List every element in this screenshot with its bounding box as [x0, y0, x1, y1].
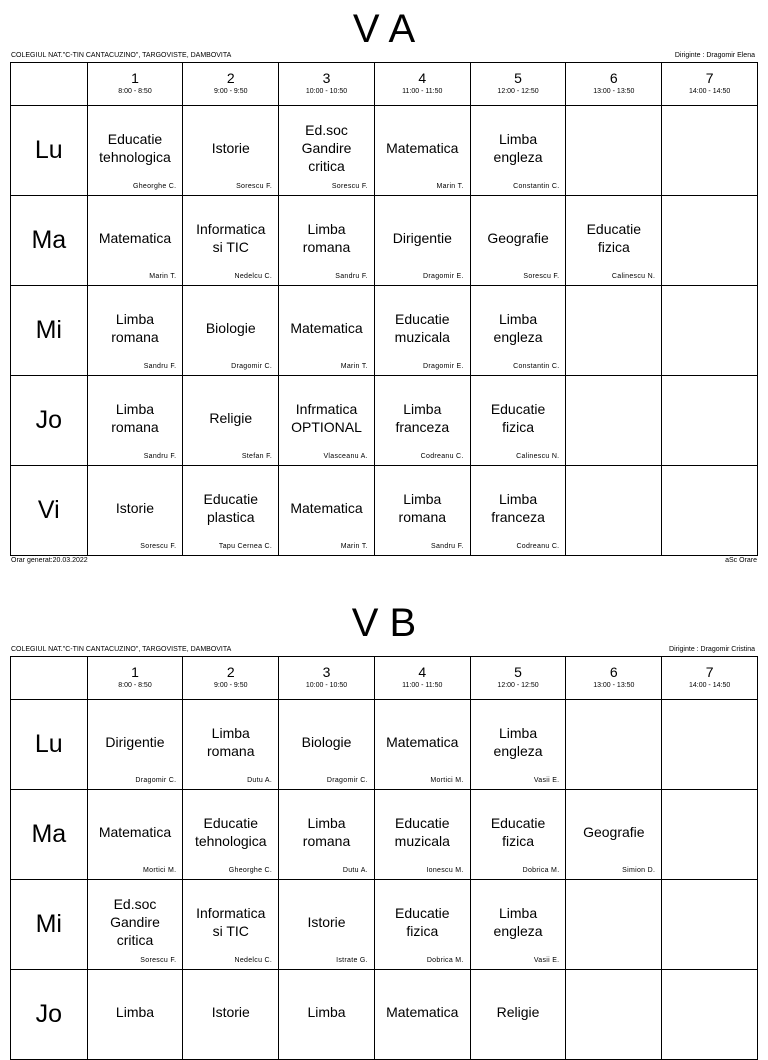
period-header — [87, 63, 183, 106]
period-time: 12:00 - 12:50 — [497, 88, 539, 95]
teacher-name: Mortici M. — [430, 777, 464, 784]
lesson-cell — [374, 286, 470, 376]
period-time: 14:00 - 14:50 — [688, 682, 731, 689]
teacher-name: Sorescu F. — [523, 273, 560, 280]
teacher-name: Dragomir C. — [231, 363, 273, 370]
lesson-cell — [183, 466, 279, 556]
subject-name: Limba romana — [302, 814, 351, 849]
lesson-cell — [662, 466, 758, 556]
period-header — [183, 63, 279, 106]
lesson-cell — [87, 466, 183, 556]
teacher-name: Dragomir C. — [326, 777, 368, 784]
teacher-name: Mortici M. — [143, 867, 177, 874]
period-number: 7 — [705, 664, 714, 680]
schedule-grid — [10, 62, 758, 556]
day-label: Jo — [11, 376, 88, 466]
teacher-name: Calinescu N. — [611, 273, 656, 280]
subject-name: Geografie — [487, 229, 549, 246]
teacher-name: Marin T. — [340, 363, 368, 370]
day-row — [11, 790, 758, 880]
lesson-cell — [470, 106, 566, 196]
period-number: 1 — [131, 70, 139, 86]
lesson-cell — [279, 466, 375, 556]
subject-name: Informatica si TIC — [196, 904, 266, 939]
lesson-cell — [470, 196, 566, 286]
lesson-cell — [183, 790, 279, 880]
period-number: 6 — [609, 70, 618, 86]
teacher-name: Nedelcu C. — [234, 273, 273, 280]
teacher-name: Sorescu F. — [331, 183, 368, 190]
period-time: 9:00 - 9:50 — [214, 682, 248, 689]
lesson-cell — [279, 286, 375, 376]
period-time: 11:00 - 11:50 — [402, 88, 443, 95]
subject-name: Matematica — [98, 229, 172, 246]
lesson-cell — [566, 376, 662, 466]
subject-name: Matematica — [98, 823, 172, 840]
subject-name: Limba — [307, 1003, 346, 1020]
timetable-header — [10, 644, 758, 656]
teacher-name: Dragomir E. — [423, 363, 464, 370]
teacher-name: Calinescu N. — [516, 453, 560, 460]
subject-name: Limba engleza — [493, 130, 543, 165]
day-label: Mi — [11, 286, 88, 376]
subject-name: Limba — [115, 1003, 155, 1020]
lesson-cell — [374, 790, 470, 880]
lesson-cell — [662, 196, 758, 286]
lesson-cell — [566, 466, 662, 556]
lesson-cell — [566, 880, 662, 970]
lesson-cell — [87, 286, 183, 376]
teacher-name: Simion D. — [622, 867, 656, 874]
subject-name: Educatie fizica — [490, 400, 546, 435]
lesson-cell — [183, 880, 279, 970]
lesson-cell — [662, 880, 758, 970]
period-time: 11:00 - 11:50 — [402, 682, 443, 689]
subject-name: Educatie tehnologica — [194, 814, 267, 849]
period-time: 8:00 - 8:50 — [118, 88, 152, 95]
lesson-cell — [87, 376, 183, 466]
software-credit: aSc Orare — [725, 557, 757, 564]
day-row — [11, 106, 758, 196]
lesson-cell — [662, 286, 758, 376]
period-header — [87, 657, 183, 700]
teacher-name: Marin T. — [436, 183, 464, 190]
subject-name: Religie — [209, 409, 253, 426]
subject-name: Matematica — [386, 733, 459, 750]
teacher-name: Dragomir E. — [423, 273, 464, 280]
lesson-cell — [662, 106, 758, 196]
teacher-name: Nedelcu C. — [234, 957, 273, 964]
lesson-cell — [374, 376, 470, 466]
subject-name — [566, 712, 661, 771]
schedule-grid — [10, 656, 758, 1060]
subject-name — [662, 298, 757, 357]
lesson-cell — [374, 196, 470, 286]
period-header — [279, 63, 375, 106]
subject-name: Geografie — [583, 823, 645, 840]
period-number: 4 — [418, 70, 427, 86]
lesson-cell — [470, 700, 566, 790]
timetable-footer — [10, 556, 758, 568]
homeroom-teacher: Diriginte : Dragomir Cristina — [669, 646, 755, 653]
lesson-cell — [470, 286, 566, 376]
teacher-name: Vasii E. — [533, 957, 560, 964]
period-header — [662, 657, 758, 700]
subject-name: Educatie fizica — [395, 904, 450, 939]
subject-name: Limba franceza — [395, 400, 450, 435]
lesson-cell — [566, 106, 662, 196]
corner-cell — [11, 657, 88, 700]
lesson-cell — [87, 880, 183, 970]
subject-name: Educatie plastica — [203, 490, 258, 525]
period-time: 13:00 - 13:50 — [593, 88, 635, 95]
lesson-cell — [279, 106, 375, 196]
subject-name — [662, 712, 757, 771]
teacher-name: Ionescu M. — [426, 867, 464, 874]
subject-name — [566, 118, 661, 177]
lesson-cell — [87, 106, 183, 196]
subject-name — [662, 802, 757, 861]
teacher-name: Dutu A. — [247, 777, 273, 784]
day-label: Ma — [11, 790, 88, 880]
period-header — [374, 63, 470, 106]
period-number: 5 — [514, 664, 522, 680]
teacher-name: Istrate G. — [336, 957, 368, 964]
period-time: 8:00 - 8:50 — [118, 682, 152, 689]
lesson-cell — [374, 700, 470, 790]
subject-name: Educatie muzicala — [394, 814, 450, 849]
lesson-cell — [566, 700, 662, 790]
lesson-cell — [87, 790, 183, 880]
lesson-cell — [470, 466, 566, 556]
period-number: 2 — [226, 664, 235, 680]
lesson-cell — [566, 790, 662, 880]
period-time: 12:00 - 12:50 — [497, 682, 539, 689]
lesson-cell — [662, 790, 758, 880]
school-name: COLEGIUL NAT."C-TIN CANTACUZINO", TARGOVISTE, DAMBOVITA — [11, 52, 232, 59]
day-label: Lu — [11, 700, 88, 790]
lesson-cell — [279, 790, 375, 880]
day-label: Ma — [11, 196, 88, 286]
lesson-cell — [662, 700, 758, 790]
teacher-name: Dobrica M. — [522, 867, 560, 874]
lesson-cell — [374, 880, 470, 970]
teacher-name: Dobrica M. — [426, 957, 464, 964]
teacher-name: Sandru F. — [335, 273, 368, 280]
lesson-cell — [183, 196, 279, 286]
subject-name — [566, 298, 661, 357]
period-time: 10:00 - 10:50 — [305, 88, 348, 95]
period-number: 7 — [705, 70, 714, 86]
lesson-cell — [183, 970, 279, 1060]
lesson-cell — [374, 106, 470, 196]
period-header — [470, 63, 566, 106]
subject-name — [566, 892, 661, 951]
subject-name: Limba romana — [111, 310, 159, 345]
subject-name: Limba engleza — [493, 904, 543, 939]
teacher-name: Constantin C. — [513, 363, 560, 370]
class-title: V A — [352, 7, 416, 51]
lesson-cell — [566, 970, 662, 1060]
subject-name: Limba engleza — [493, 724, 543, 759]
corner-cell — [11, 63, 88, 106]
lesson-cell — [566, 196, 662, 286]
subject-name: Limba romana — [207, 724, 255, 759]
subject-name: Limba romana — [302, 220, 351, 255]
subject-name: Biologie — [205, 319, 256, 336]
day-row — [11, 466, 758, 556]
lesson-cell — [279, 196, 375, 286]
subject-name: Limba franceza — [491, 490, 545, 525]
lesson-cell — [183, 376, 279, 466]
subject-name: Matematica — [290, 319, 363, 336]
teacher-name: Sandru F. — [143, 453, 177, 460]
teacher-name: Vlasceanu A. — [323, 453, 368, 460]
teacher-name: Gheorghe C. — [228, 867, 273, 874]
teacher-name: Marin T. — [340, 543, 368, 550]
day-row — [11, 196, 758, 286]
period-header-row — [11, 657, 758, 700]
period-time: 13:00 - 13:50 — [593, 682, 635, 689]
subject-name: Dirigentie — [105, 733, 165, 750]
day-row — [11, 286, 758, 376]
period-number: 4 — [418, 664, 427, 680]
timetable-header — [10, 50, 758, 62]
subject-name: Informatica si TIC — [196, 220, 266, 255]
subject-name: Matematica — [386, 139, 459, 156]
lesson-cell — [662, 970, 758, 1060]
lesson-cell — [374, 970, 470, 1060]
day-row — [11, 970, 758, 1060]
teacher-name: Marin T. — [149, 273, 177, 280]
period-header — [470, 657, 566, 700]
period-header — [279, 657, 375, 700]
period-time: 9:00 - 9:50 — [214, 88, 248, 95]
subject-name: Istorie — [211, 139, 250, 156]
lesson-cell — [566, 286, 662, 376]
school-name: COLEGIUL NAT."C-TIN CANTACUZINO", TARGOVISTE, DAMBOVITA — [11, 646, 232, 653]
subject-name: Educatie tehnologica — [99, 130, 171, 165]
period-header — [566, 63, 662, 106]
teacher-name: Dutu A. — [342, 867, 368, 874]
teacher-name: Sandru F. — [143, 363, 177, 370]
subject-name — [662, 388, 757, 447]
period-header-row — [11, 63, 758, 106]
subject-name: Educatie muzicala — [394, 310, 450, 345]
lesson-cell — [183, 106, 279, 196]
subject-name: Matematica — [386, 1003, 459, 1020]
lesson-cell — [183, 286, 279, 376]
lesson-cell — [279, 700, 375, 790]
period-header — [566, 657, 662, 700]
subject-name — [662, 478, 757, 537]
period-number: 3 — [322, 664, 331, 680]
subject-name: Limba engleza — [493, 310, 543, 345]
period-number: 3 — [322, 70, 331, 86]
period-number: 2 — [226, 70, 235, 86]
subject-name: Istorie — [307, 913, 346, 930]
day-label: Jo — [11, 970, 88, 1060]
period-header — [374, 657, 470, 700]
lesson-cell — [470, 970, 566, 1060]
subject-name: Ed.soc Gandire critica — [110, 895, 160, 948]
class-title: V B — [351, 601, 417, 645]
teacher-name: Constantin C. — [513, 183, 560, 190]
lesson-cell — [470, 376, 566, 466]
day-label: Lu — [11, 106, 88, 196]
teacher-name: Codreanu C. — [420, 453, 464, 460]
teacher-name: Dragomir C. — [135, 777, 177, 784]
subject-name: Infrmatica OPTIONAL — [291, 400, 362, 435]
day-row — [11, 376, 758, 466]
lesson-cell — [183, 700, 279, 790]
subject-name: Religie — [496, 1003, 540, 1020]
subject-name — [566, 478, 661, 537]
day-row — [11, 700, 758, 790]
subject-name — [662, 208, 757, 267]
subject-name: Educatie fizica — [586, 220, 642, 255]
period-number: 6 — [609, 664, 618, 680]
period-time: 10:00 - 10:50 — [305, 682, 348, 689]
lesson-cell — [87, 970, 183, 1060]
timetable-va — [10, 0, 758, 568]
teacher-name: Gheorghe C. — [132, 183, 177, 190]
period-header — [662, 63, 758, 106]
lesson-cell — [279, 880, 375, 970]
teacher-name: Vasii E. — [533, 777, 560, 784]
subject-name: Istorie — [211, 1003, 250, 1020]
lesson-cell — [662, 376, 758, 466]
lesson-cell — [279, 376, 375, 466]
teacher-name: Sorescu F. — [140, 543, 177, 550]
teacher-name: Sandru F. — [431, 543, 464, 550]
lesson-cell — [87, 700, 183, 790]
day-label: Mi — [11, 880, 88, 970]
teacher-name: Tapu Cernea C. — [218, 543, 273, 550]
subject-name — [566, 388, 661, 447]
teacher-name: Sorescu F. — [236, 183, 273, 190]
timetable-vb — [10, 594, 758, 1060]
subject-name: Limba romana — [398, 490, 447, 525]
period-number: 5 — [514, 70, 522, 86]
subject-name: Istorie — [115, 499, 155, 516]
subject-name: Biologie — [301, 733, 352, 750]
homeroom-teacher: Diriginte : Dragomir Elena — [674, 52, 755, 59]
teacher-name: Codreanu C. — [516, 543, 560, 550]
subject-name: Matematica — [290, 499, 363, 516]
lesson-cell — [374, 466, 470, 556]
period-number: 1 — [131, 664, 139, 680]
subject-name: Ed.soc Gandire critica — [301, 121, 352, 174]
subject-name — [662, 118, 757, 177]
lesson-cell — [470, 880, 566, 970]
day-label: Vi — [11, 466, 88, 556]
period-header — [183, 657, 279, 700]
subject-name — [566, 982, 661, 1041]
lesson-cell — [470, 790, 566, 880]
generated-date: Orar generat:20.03.2022 — [11, 557, 88, 564]
subject-name — [662, 892, 757, 951]
lesson-cell — [279, 970, 375, 1060]
subject-name — [662, 982, 757, 1041]
period-time: 14:00 - 14:50 — [688, 88, 731, 95]
teacher-name: Sorescu F. — [140, 957, 177, 964]
subject-name: Dirigentie — [392, 229, 452, 246]
teacher-name: Stefan F. — [241, 453, 273, 460]
subject-name: Educatie fizica — [490, 814, 546, 849]
subject-name: Limba romana — [111, 400, 159, 435]
day-row — [11, 880, 758, 970]
lesson-cell — [87, 196, 183, 286]
